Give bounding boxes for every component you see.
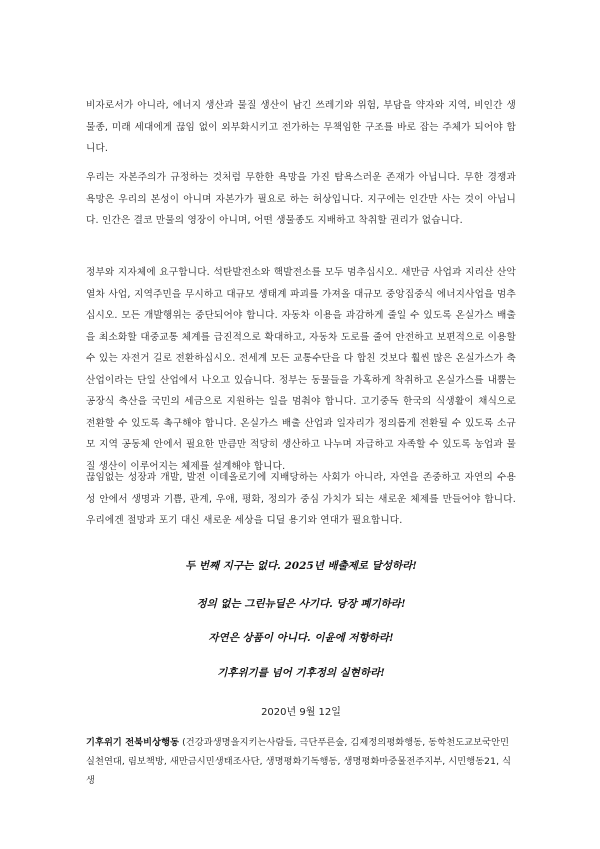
paragraph-4: 끊임없는 성장과 개발, 발전 이데올로기에 지배당하는 사회가 아니라, 자연을 존중하고 자연의 수용성 안에서 생명과 기쁨, 관계, 우애, 평화, 정의가 중심 가치가 되는 새로운 체제를 만들어야 합니다. 우리에겐 절망과 포기 대신 새로운 세상을 디딜 용기와 연대가 필요합니다.	[86, 472, 516, 526]
slogan-1: 두 번째 지구는 없다. 2025년 배출제로 달성하라!	[185, 560, 417, 572]
organization-members: (건강과생명을지키는사람들, 극단푸른숲, 김제정의평화행동, 동학천도교보국안민실천연대, 림보책방, 새만금시민생태조사단, 생명평화기독행동, 생명평화마중물전주지부, 시민행동21, 식생	[86, 737, 512, 786]
signatories	[86, 733, 516, 790]
paragraph-2: 우리는 자본주의가 규정하는 것처럼 무한한 욕망을 가진 탐욕스러운 존재가 아닙니다. 무한 경쟁과 욕망은 우리의 본성이 아니며 자본가가 필요로 하는 허상입니다. 지구에는 인간만 사는 것이 아닙니다. 인간은 결코 만물의 영장이 아니며, 어떤 생물종도 지배하고 착취할 권리가 없습니다.	[86, 172, 516, 226]
paragraph-3: 정부와 지자체에 요구합니다. 석탄발전소와 핵발전소를 모두 멈추십시오. 새만금 사업과 지리산 산악열차 사업, 지역주민을 무시하고 대규모 생태계 파괴를 가져올 대규모 중앙집중식 에너지사업을 멈추십시오. 모든 개발행위는 중단되어야 합니다. 자동차 이용을 과감하게 줄일 수 있도록 온실가스 배출을 최소화할 대중교통 체계를 급진적으로 확대하고, 자동차 도로를 줄여 안전하고 보편적으로 이용할 수 있는 자전거 길로 전환하십시오. 전세계 모든 교통수단을 다 합친 것보다 훨씬 많은 온실가스가 축산업이라는 단일 산업에서 나오고 있습니다. 정부는 동물들을 가혹하게 착취하고 온실가스를 내뿜는 공장식 축산을 국민의 세금으로 지원하는 일을 멈춰야 합니다. 고기중독 한국의 식생활이 채식으로 전환할 수 있도록 촉구해야 합니다. 온실가스 배출 산업과 일자리가 정의롭게 전환될 수 있도록 소규모 지역 공동체 안에서 필요한 만큼만 적당히 생산하고 나누며 자급하고 자족할 수 있도록 농업과 물질 생산이 이루어지는 체제를 설계해야 합니다.	[86, 267, 516, 472]
paragraph-1: 비자로서가 아니라, 에너지 생산과 물질 생산이 남긴 쓰레기와 위험, 부담을 약자와 지역, 비인간 생물종, 미래 세대에게 끊임 없이 외부화시키고 전가하는 무책임한 구조를 바로 잡는 주체가 되어야 합니다.	[86, 100, 516, 154]
slogan-3: 자연은 상품이 아니다. 이윤에 저항하라!	[208, 632, 394, 644]
statement-date: 2020년 9월 12일	[261, 707, 341, 718]
organization-name: 기후위기 전북비상행동	[86, 737, 180, 748]
slogan-2: 정의 없는 그린뉴딜은 사기다. 당장 폐기하라!	[196, 598, 406, 610]
slogan-4: 기후위기를 넘어 기후정의 실현하라!	[217, 667, 385, 679]
